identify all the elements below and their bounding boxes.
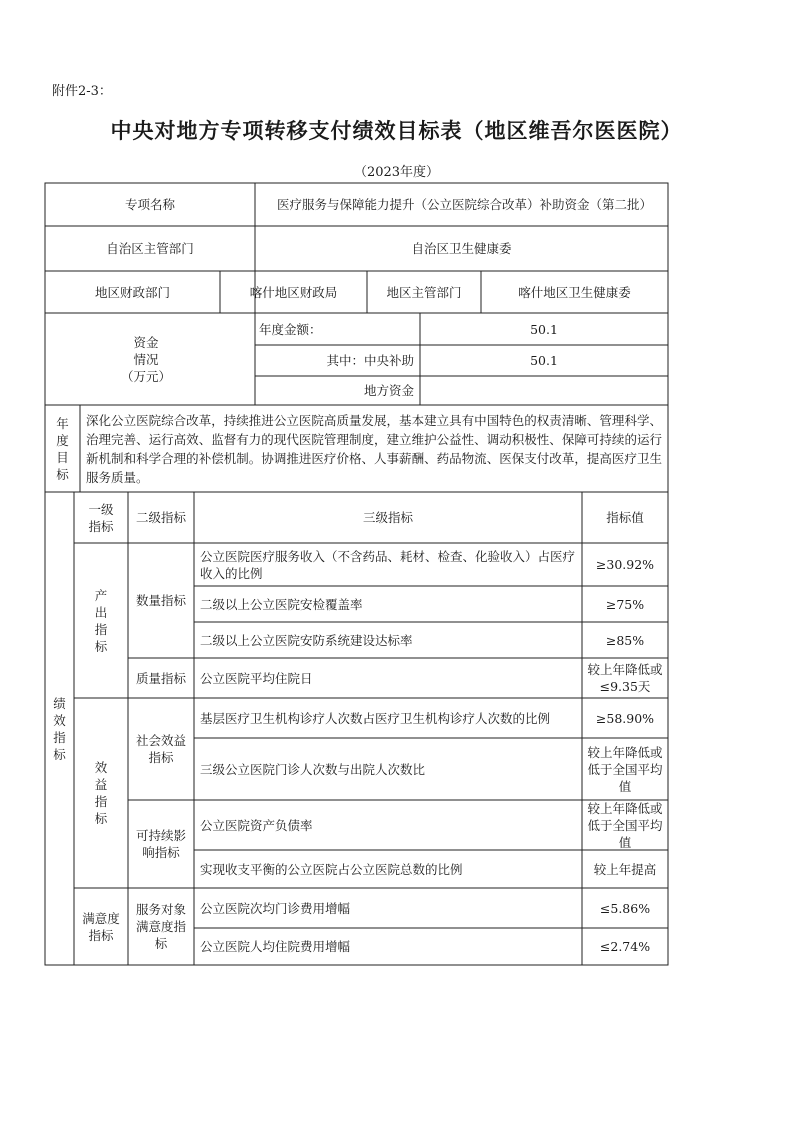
- performance-indicators-label: 绩效指标: [53, 695, 66, 762]
- level2-service-satisfaction: 服务对象满意度指标: [135, 902, 186, 951]
- level2-quantity: 数量指标: [135, 593, 186, 608]
- indicator-value: ≤5.86%: [599, 900, 651, 916]
- indicator-value: 较上年提高: [593, 861, 657, 877]
- indicator-value: 较上年降低或≤9.35天: [587, 662, 663, 694]
- page-title: 中央对地方专项转移支付绩效目标表（地区维吾尔医医院）: [110, 119, 683, 143]
- region-dept-label: 自治区主管部门: [106, 241, 194, 256]
- table-row: 公立医院人均住院费用增幅: [200, 939, 351, 954]
- central-subsidy-value: 50.1: [530, 353, 558, 368]
- indicator-value: ≥75%: [605, 596, 645, 612]
- table-row: 公立医院资产负债率: [200, 817, 313, 833]
- indicator-value: ≥30.92%: [595, 557, 655, 572]
- level1-output: 产出指标: [94, 587, 108, 654]
- col-level3-header: 三级指标: [362, 510, 413, 525]
- table-row: 基层医疗卫生机构诊疗人次数占医疗卫生机构诊疗人次数的比例: [200, 710, 551, 726]
- local-finance-value: 喀什地区财政局: [249, 284, 338, 300]
- col-level1-header: 一级指标: [88, 501, 114, 534]
- region-dept-value: 自治区卫生健康委: [411, 241, 512, 256]
- col-value-header: 指标值: [606, 510, 644, 525]
- indicator-value: 较上年降低或低于全国平均值: [587, 800, 663, 850]
- level2-quality: 质量指标: [135, 670, 186, 686]
- table-row: 公立医院医疗服务收入（不含药品、耗材、检查、化验收入）占医疗收入的比例: [200, 548, 576, 581]
- col-level2-header: 二级指标: [135, 510, 186, 525]
- table-row: 实现收支平衡的公立医院占公立医院总数的比例: [200, 861, 463, 877]
- annual-amount-label: 年度金额：: [259, 321, 322, 337]
- table-row: 二级以上公立医院安检覆盖率: [200, 596, 363, 612]
- annual-goal-text: 深化公立医院综合改革，持续推进公立医院高质量发展，基本建立具有中国特色的权责清晰、管理科学、治理完善、运行高效、监督有力的现代医院管理制度，建立维护公益性、调动积极性、保障可持续的运行新机制和科学合理的补偿机制。协调推进医疗价格、人事薪酬、药品物流、医保支付改革，提高医疗卫生服务质量。: [86, 412, 662, 485]
- central-subsidy-label: 其中：中央补助: [326, 353, 414, 368]
- annual-goal-label: 年度目标: [56, 415, 69, 482]
- table-row: 公立医院次均门诊费用增幅: [200, 900, 351, 916]
- level2-social-benefit: 社会效益指标: [136, 733, 187, 765]
- level2-sustainable-impact: 可持续影响指标: [135, 828, 186, 860]
- local-funds-label: 地方资金: [363, 383, 414, 398]
- local-finance-label: 地区财政部门: [94, 284, 170, 300]
- level1-satisfaction: 满意度指标: [82, 910, 120, 943]
- table-row: 公立医院平均住院日: [200, 670, 313, 686]
- project-name-value: 医疗服务与保障能力提升（公立医院综合改革）补助资金（第二批）: [277, 197, 653, 212]
- indicator-value: 较上年降低或低于全国平均值: [587, 744, 663, 794]
- indicator-value: ≥58.90%: [595, 710, 655, 726]
- year-label: （2023年度）: [353, 165, 440, 180]
- indicator-value: ≤2.74%: [599, 939, 651, 954]
- funds-label: 资金 情况 （万元）: [120, 334, 171, 384]
- indicator-value: ≥85%: [605, 632, 645, 648]
- table-row: 二级以上公立医院安防系统建设达标率: [200, 632, 413, 648]
- attachment-label: 附件2-3：: [52, 84, 112, 99]
- project-name-label: 专项名称: [124, 197, 175, 212]
- annual-amount-value: 50.1: [530, 321, 558, 337]
- local-dept-label: 地区主管部门: [386, 284, 462, 300]
- level1-benefit: 效益指标: [94, 760, 108, 826]
- local-funds-value: [420, 376, 668, 405]
- local-dept-value: 喀什地区卫生健康委: [518, 284, 631, 300]
- table-row: 三级公立医院门诊人次数与出院人次数比: [200, 761, 426, 777]
